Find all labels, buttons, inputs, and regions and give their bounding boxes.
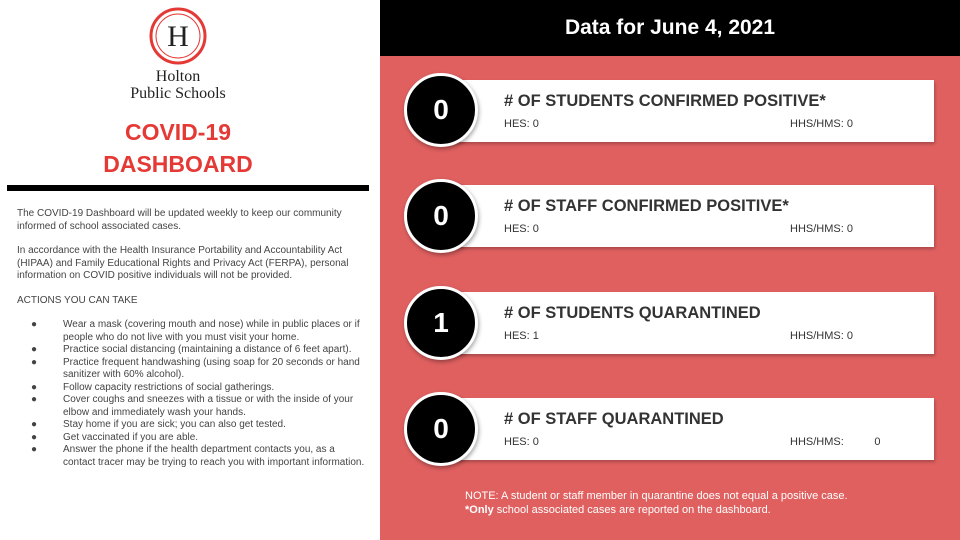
action-text: Practice social distancing (maintaining a distance of 6 feet apart). bbox=[63, 344, 352, 355]
hes-count: HES: 1 bbox=[504, 330, 539, 342]
card-label: # OF STUDENTS QUARANTINED bbox=[504, 304, 761, 322]
bullet-icon: ● bbox=[31, 381, 38, 393]
holton-logo bbox=[148, 6, 208, 66]
students-positive-total: 0 bbox=[404, 73, 478, 147]
action-item bbox=[17, 344, 367, 357]
footnote-line1: NOTE: A student or staff member in quarantine does not equal a positive case. bbox=[465, 490, 848, 502]
footnote-rest: school associated cases are reported on the dashboard. bbox=[493, 504, 771, 516]
info-panel bbox=[0, 0, 380, 540]
card-label: # OF STAFF QUARANTINED bbox=[504, 410, 724, 428]
section-divider bbox=[7, 185, 369, 191]
dashboard-title bbox=[60, 116, 296, 180]
bullet-icon: ● bbox=[31, 319, 38, 330]
actions-list bbox=[17, 319, 367, 469]
hhs-hms-count: HHS/HMS: 0 bbox=[790, 118, 853, 130]
card-label: # OF STUDENTS CONFIRMED POSITIVE* bbox=[504, 92, 826, 110]
footnote-line2 bbox=[465, 503, 848, 517]
intro-paragraph-update: The COVID-19 Dashboard will be updated weekly to keep our community informed of school associated cases. bbox=[17, 208, 342, 232]
staff-quarantined-card bbox=[442, 398, 934, 460]
bullet-icon: ● bbox=[31, 356, 38, 368]
action-text: Practice frequent handwashing (using soap for 20 seconds or hand sanitizer with 60% alcohol). bbox=[63, 356, 360, 380]
intro-paragraph-privacy: In accordance with the Health Insurance Portability and Accountability Act (HIPAA) and Family Educational Rights and Privacy Act (FERPA), personal information on COVID positive individuals will not be provided. bbox=[17, 245, 349, 281]
dashboard-title-line2: DASHBOARD bbox=[103, 151, 253, 177]
action-text: Wear a mask (covering mouth and nose) while in public places or if people who do not live with you must visit your home. bbox=[63, 319, 360, 343]
org-name-line2: Public Schools bbox=[130, 85, 226, 102]
action-item bbox=[17, 432, 367, 445]
org-name-line1: Holton bbox=[155, 68, 201, 85]
action-text: Follow capacity restrictions of social gatherings. bbox=[63, 381, 275, 393]
bullet-icon: ● bbox=[31, 344, 38, 355]
action-text: Answer the phone if the health department contacts you, as a contact tracer may be trying to reach you with important information. bbox=[63, 444, 365, 468]
dashboard-panel bbox=[380, 0, 960, 540]
hes-count: HES: 0 bbox=[504, 436, 539, 448]
footnote bbox=[465, 489, 848, 517]
hhs-hms-count: HHS/HMS: 0 bbox=[790, 330, 853, 342]
bullet-icon: ● bbox=[31, 394, 38, 405]
action-text: Stay home if you are sick; you can also get tested. bbox=[63, 419, 286, 430]
action-text: Get vaccinated if you are able. bbox=[63, 431, 199, 443]
bullet-icon: ● bbox=[31, 431, 38, 443]
staff-quarantined-total: 0 bbox=[404, 392, 478, 466]
action-item bbox=[17, 444, 367, 469]
students-quarantined-card bbox=[442, 292, 934, 354]
org-name bbox=[100, 68, 256, 102]
action-item bbox=[17, 382, 367, 395]
action-item bbox=[17, 394, 367, 419]
hes-count: HES: 0 bbox=[504, 118, 539, 130]
students-positive-card bbox=[442, 80, 934, 142]
staff-positive-card bbox=[442, 185, 934, 247]
intro-text bbox=[17, 208, 367, 469]
action-item bbox=[17, 419, 367, 432]
card-label: # OF STAFF CONFIRMED POSITIVE* bbox=[504, 197, 789, 215]
footnote-emphasis: *Only bbox=[465, 504, 494, 516]
hes-count: HES: 0 bbox=[504, 223, 539, 235]
action-text: Cover coughs and sneezes with a tissue or with the inside of your elbow and immediately wash your hands. bbox=[63, 394, 354, 418]
bullet-icon: ● bbox=[31, 419, 38, 430]
action-item bbox=[17, 319, 367, 344]
staff-positive-total: 0 bbox=[404, 179, 478, 253]
hhs-hms-count: HHS/HMS: 0 bbox=[790, 436, 881, 448]
students-quarantined-total: 1 bbox=[404, 286, 478, 360]
hhs-hms-count: HHS/HMS: 0 bbox=[790, 223, 853, 235]
dashboard-title-line1: COVID-19 bbox=[124, 119, 232, 145]
bullet-icon: ● bbox=[31, 444, 38, 455]
action-item bbox=[17, 357, 367, 382]
actions-heading: ACTIONS YOU CAN TAKE bbox=[17, 294, 138, 306]
date-header: Data for June 4, 2021 bbox=[380, 0, 960, 56]
svg-text:H: H bbox=[167, 20, 189, 53]
